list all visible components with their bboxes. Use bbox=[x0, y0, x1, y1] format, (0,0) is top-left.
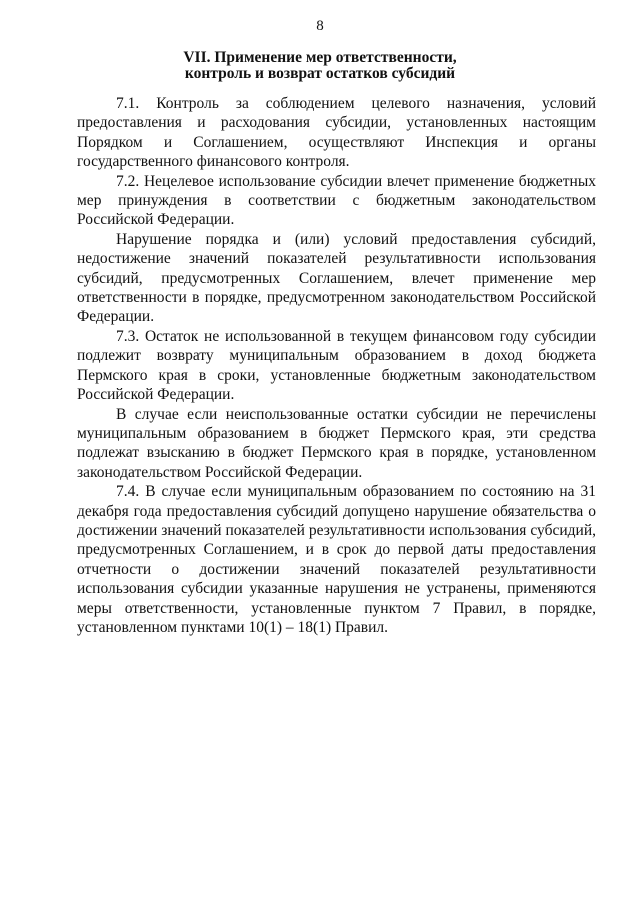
paragraph-violation: Нарушение порядка и (или) условий предоставления субсидий, недостижение значений показателей результативности использования субсидий, предусмотренных Соглашением, влечет применение мер ответственности в порядке, предусмотренном законодательством Российской Федерации. bbox=[77, 230, 596, 326]
page-number: 8 bbox=[316, 18, 324, 34]
paragraph-7-2: 7.2. Нецелевое использование субсидии влечет применение бюджетных мер принуждения в соответствии с бюджетным законодательством Российской Федерации. bbox=[77, 172, 596, 229]
section-heading-line-2: контроль и возврат остатков субсидий bbox=[184, 65, 456, 82]
section-heading-line-1: VII. Применение мер ответственности, bbox=[183, 49, 457, 66]
section-heading bbox=[60, 50, 580, 82]
paragraph-unused-remainder: В случае если неиспользованные остатки субсидии не перечислены муниципальным образованием в бюджет Пермского края, эти средства подлежат взысканию в бюджет Пермского края в порядке, установленном законодательством Российской Федерации. bbox=[77, 405, 596, 481]
paragraph-7-3: 7.3. Остаток не использованной в текущем финансовом году субсидии подлежит возврату муниципальным образованием в доход бюджета Пермского края в сроки, установленные бюджетным законодательством Российской Федерации. bbox=[77, 327, 596, 404]
paragraph-7-4: 7.4. В случае если муниципальным образованием по состоянию на 31 декабря года предоставления субсидий допущено нарушение обязательства о достижении значений показателей результативности использования субсидий, предусмотренных Соглашением, и в срок до первой даты предоставления отчетности о достижении значений показателей результативности использования субсидии указанные нарушения не устранены, применяются меры ответственности, установленные пунктом 7 Правил, в порядке, установленном пунктами 10(1) – 18(1) Правил. bbox=[77, 483, 596, 636]
document-body bbox=[77, 94, 596, 637]
paragraph-7-1: 7.1. Контроль за соблюдением целевого назначения, условий предоставления и расходования субсидии, установленных настоящим Порядком и Соглашением, осуществляют Инспекция и органы государственного финансового контроля. bbox=[77, 95, 596, 171]
